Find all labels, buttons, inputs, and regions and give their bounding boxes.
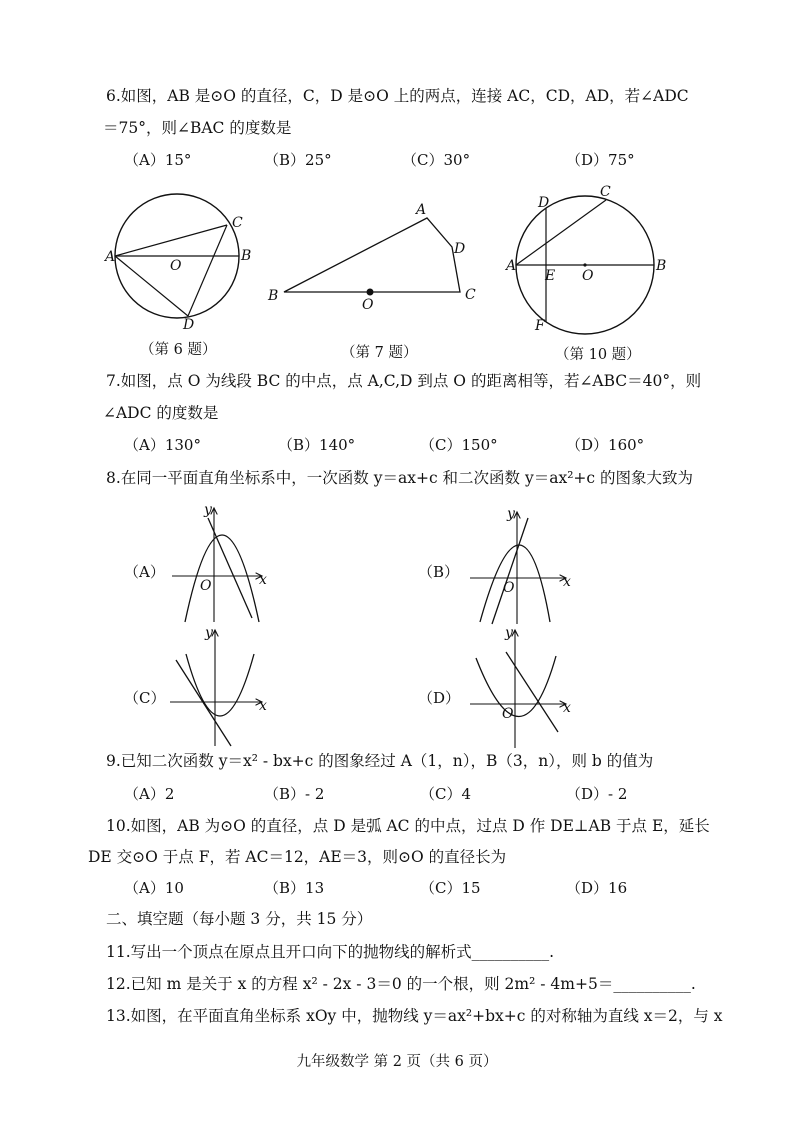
figure-7-caption: （第 7 题）: [341, 345, 418, 361]
q6-option-b: （B）25°: [264, 151, 332, 169]
q8-option-b-label: （B）: [418, 563, 460, 581]
q6-line2: ＝75°，则∠BAC 的度数是: [103, 119, 292, 137]
fig7-label-o: O: [362, 297, 374, 313]
fig7-label-a: A: [416, 202, 427, 218]
fig7-label-b: B: [268, 288, 279, 304]
fig7-label-d: D: [454, 241, 466, 257]
figure-6-caption: （第 6 题）: [140, 342, 217, 358]
q9-line1: 9.已知二次函数 y＝x² - bx+c 的图象经过 A（1，n），B（3，n），则 b 的值为: [106, 752, 654, 770]
fig10-label-b: B: [656, 258, 667, 274]
fig10-label-a: A: [506, 258, 517, 274]
q9-option-d: （D）- 2: [566, 785, 628, 803]
graph-a-x-label: x: [259, 572, 267, 588]
q7-line2: ∠ADC 的度数是: [103, 404, 219, 422]
q10-option-d: （D）16: [566, 879, 628, 897]
page-footer: 九年级数学 第 2 页（共 6 页）: [296, 1054, 498, 1070]
graph-c-parabola: [186, 654, 254, 716]
graph-b: [470, 506, 571, 624]
graph-c-line: [176, 660, 231, 746]
graph-b-y-label: y: [507, 506, 515, 522]
graph-c-y-label: y: [205, 625, 213, 641]
q7-option-c: （C）150°: [420, 436, 498, 454]
fig10-label-f: F: [535, 318, 545, 334]
graph-d-line: [506, 652, 558, 732]
fig6-label-o: O: [170, 258, 182, 274]
fig6-label-a: A: [105, 249, 116, 265]
q10-line1: 10.如图，AB 为⊙O 的直径，点 D 是弧 AC 的中点，过点 D 作 DE⊥AB 于点 E，延长: [106, 817, 710, 835]
graph-a-y-label: y: [204, 502, 212, 518]
graph-b-x-label: x: [563, 574, 571, 590]
figure-10-caption: （第 10 题）: [555, 347, 641, 363]
fig7-label-c: C: [465, 287, 476, 303]
q12-line1: 12.已知 m 是关于 x 的方程 x² - 2x - 3＝0 的一个根，则 2m² - 4m+5＝__________.: [106, 975, 696, 993]
graph-b-origin-label: O: [503, 580, 515, 596]
graph-d-x-label: x: [563, 700, 571, 716]
graph-d: [470, 625, 571, 748]
graph-c: [170, 625, 267, 746]
q10-option-b: （B）13: [264, 879, 325, 897]
q10-line2: DE 交⊙O 于点 F，若 AC＝12，AE＝3，则⊙O 的直径长为: [88, 848, 507, 866]
q13-line1: 13.如图，在平面直角坐标系 xOy 中，抛物线 y＝ax²+bx+c 的对称轴为直线 x＝2，与 x: [106, 1007, 723, 1025]
fig10-label-o: O: [582, 268, 594, 284]
q7-option-b: （B）140°: [278, 436, 356, 454]
fig10-label-c: C: [600, 184, 611, 200]
q7-option-d: （D）160°: [566, 436, 645, 454]
q8-option-d-label: （D）: [418, 689, 461, 707]
graph-d-origin-label: O: [502, 706, 514, 722]
q9-option-a: （A）2: [124, 785, 175, 803]
q7-option-a: （A）130°: [124, 436, 201, 454]
q10-option-a: （A）10: [124, 879, 184, 897]
fig6-label-c: C: [232, 215, 243, 231]
q10-option-c: （C）15: [420, 879, 481, 897]
fig10-label-e: E: [545, 268, 556, 284]
q6-option-c: （C）30°: [402, 151, 471, 169]
fig6-label-d: D: [183, 317, 195, 333]
graph-c-x-label: x: [259, 698, 267, 714]
q6-line1: 6.如图，AB 是⊙O 的直径，C，D 是⊙O 上的两点，连接 AC，CD，AD，若∠ADC: [106, 87, 689, 105]
q6-option-a: （A）15°: [124, 151, 192, 169]
fig10-label-d: D: [538, 195, 550, 211]
q7-line1: 7.如图，点 O 为线段 BC 的中点，点 A,C,D 到点 O 的距离相等，若∠ABC＝40°，则: [106, 372, 702, 390]
q9-option-c: （C）4: [420, 785, 472, 803]
q11-line1: 11.写出一个顶点在原点且开口向下的抛物线的解析式__________.: [106, 943, 555, 961]
fig6-label-b: B: [241, 248, 252, 264]
q8-option-a-label: （A）: [124, 563, 165, 581]
q8-option-c-label: （C）: [124, 689, 166, 707]
graph-a-origin-label: O: [200, 578, 212, 594]
q9-option-b: （B）- 2: [264, 785, 325, 803]
graph-d-y-label: y: [505, 625, 513, 641]
q6-option-d: （D）75°: [566, 151, 635, 169]
graph-a: [172, 502, 267, 622]
q8-line1: 8.在同一平面直角坐标系中，一次函数 y＝ax+c 和二次函数 y＝ax²+c 的图象大致为: [106, 469, 694, 487]
graph-d-parabola: [476, 656, 556, 717]
section-2-heading: 二、填空题（每小题 3 分，共 15 分）: [106, 910, 373, 928]
